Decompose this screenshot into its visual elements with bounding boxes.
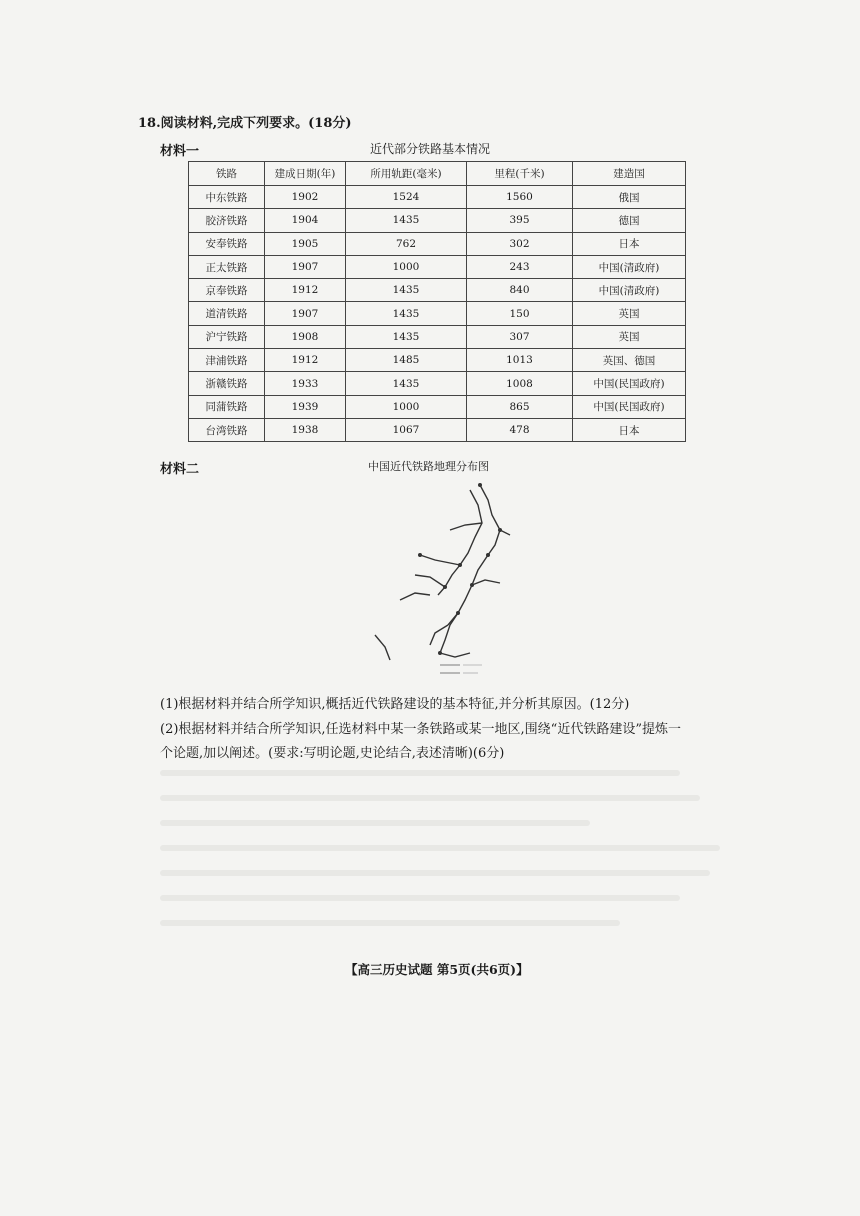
sub-question-1: (1)根据材料并结合所学知识,概括近代铁路建设的基本特征,并分析其原因。(12分) (160, 697, 630, 712)
table-row (189, 232, 686, 255)
table-cell: 1938 (265, 418, 346, 441)
table-cell: 正太铁路 (189, 255, 265, 278)
table-cell: 京奉铁路 (189, 279, 265, 302)
table-cell: 1908 (265, 325, 346, 348)
table-cell: 英国、德国 (573, 349, 686, 372)
bleed-through-line (160, 795, 700, 801)
table-cell: 1013 (467, 349, 573, 372)
table-cell: 840 (467, 279, 573, 302)
table-cell: 1933 (265, 372, 346, 395)
header-railway: 铁路 (189, 162, 265, 186)
material1-label: 材料一 (160, 144, 200, 159)
railway-map-image (360, 475, 560, 680)
table-cell: 865 (467, 395, 573, 418)
header-completion-year: 建成日期(年) (265, 162, 346, 186)
question-title: 18.阅读材料,完成下列要求。(18分) (138, 116, 352, 131)
bleed-through-line (160, 770, 680, 776)
table-cell: 中东铁路 (189, 186, 265, 209)
table-cell: 英国 (573, 325, 686, 348)
page-footer: 【高三历史试题 第5页(共6页)】 (345, 962, 529, 977)
table-cell: 1907 (265, 302, 346, 325)
table-cell: 1000 (346, 395, 467, 418)
table-row (189, 418, 686, 441)
table-cell: 1939 (265, 395, 346, 418)
table-row (189, 279, 686, 302)
table-cell: 1904 (265, 209, 346, 232)
table-cell: 中国(民国政府) (573, 372, 686, 395)
table-cell: 俄国 (573, 186, 686, 209)
table-row (189, 186, 686, 209)
table-cell: 日本 (573, 418, 686, 441)
table-cell: 1435 (346, 302, 467, 325)
table-title: 近代部分铁路基本情况 (370, 142, 491, 156)
table-cell: 日本 (573, 232, 686, 255)
table-row (189, 209, 686, 232)
header-gauge: 所用轨距(毫米) (346, 162, 467, 186)
table-cell: 762 (346, 232, 467, 255)
table-cell: 英国 (573, 302, 686, 325)
table-cell: 中国(民国政府) (573, 395, 686, 418)
table-cell: 同蒲铁路 (189, 395, 265, 418)
bleed-through-line (160, 820, 590, 826)
header-length: 里程(千米) (467, 162, 573, 186)
table-cell: 1485 (346, 349, 467, 372)
table-cell: 胶济铁路 (189, 209, 265, 232)
table-cell: 浙赣铁路 (189, 372, 265, 395)
table-cell: 1008 (467, 372, 573, 395)
table-cell: 1912 (265, 349, 346, 372)
table-cell: 1524 (346, 186, 467, 209)
bleed-through-line (160, 920, 620, 926)
table-cell: 1000 (346, 255, 467, 278)
railway-lines (375, 485, 510, 660)
railway-table (188, 161, 686, 442)
table-row (189, 325, 686, 348)
table-body (189, 186, 686, 442)
table-cell: 1435 (346, 209, 467, 232)
table-cell: 津浦铁路 (189, 349, 265, 372)
sub-question-2-line2: 个论题,加以阐述。(要求:写明论题,史论结合,表述清晰)(6分) (160, 746, 505, 761)
table-cell: 安奉铁路 (189, 232, 265, 255)
table-cell: 1902 (265, 186, 346, 209)
table-cell: 1067 (346, 418, 467, 441)
map-legend (440, 665, 482, 673)
table-cell: 沪宁铁路 (189, 325, 265, 348)
table-cell: 1912 (265, 279, 346, 302)
table-cell: 1435 (346, 372, 467, 395)
table-cell: 395 (467, 209, 573, 232)
table-cell: 台湾铁路 (189, 418, 265, 441)
bleed-through-line (160, 895, 680, 901)
table-row (189, 255, 686, 278)
table-cell: 243 (467, 255, 573, 278)
header-builder: 建造国 (573, 162, 686, 186)
table-row (189, 395, 686, 418)
table-cell: 道清铁路 (189, 302, 265, 325)
table-cell: 德国 (573, 209, 686, 232)
table-cell: 150 (467, 302, 573, 325)
table-cell: 1905 (265, 232, 346, 255)
table-row (189, 302, 686, 325)
table-cell: 307 (467, 325, 573, 348)
table-cell: 1560 (467, 186, 573, 209)
table-header-row (189, 162, 686, 186)
bleed-through-line (160, 870, 710, 876)
table-row (189, 349, 686, 372)
table-row (189, 372, 686, 395)
map-title: 中国近代铁路地理分布图 (368, 460, 489, 473)
table-cell: 478 (467, 418, 573, 441)
material2-label: 材料二 (160, 462, 200, 477)
table-cell: 1907 (265, 255, 346, 278)
table-cell: 302 (467, 232, 573, 255)
sub-question-2-line1: (2)根据材料并结合所学知识,任选材料中某一条铁路或某一地区,围绕“近代铁路建设”提炼一 (160, 722, 681, 737)
table-cell: 中国(清政府) (573, 255, 686, 278)
bleed-through-line (160, 845, 720, 851)
table-cell: 1435 (346, 325, 467, 348)
table-cell: 中国(清政府) (573, 279, 686, 302)
station-markers (418, 483, 502, 655)
table-cell: 1435 (346, 279, 467, 302)
